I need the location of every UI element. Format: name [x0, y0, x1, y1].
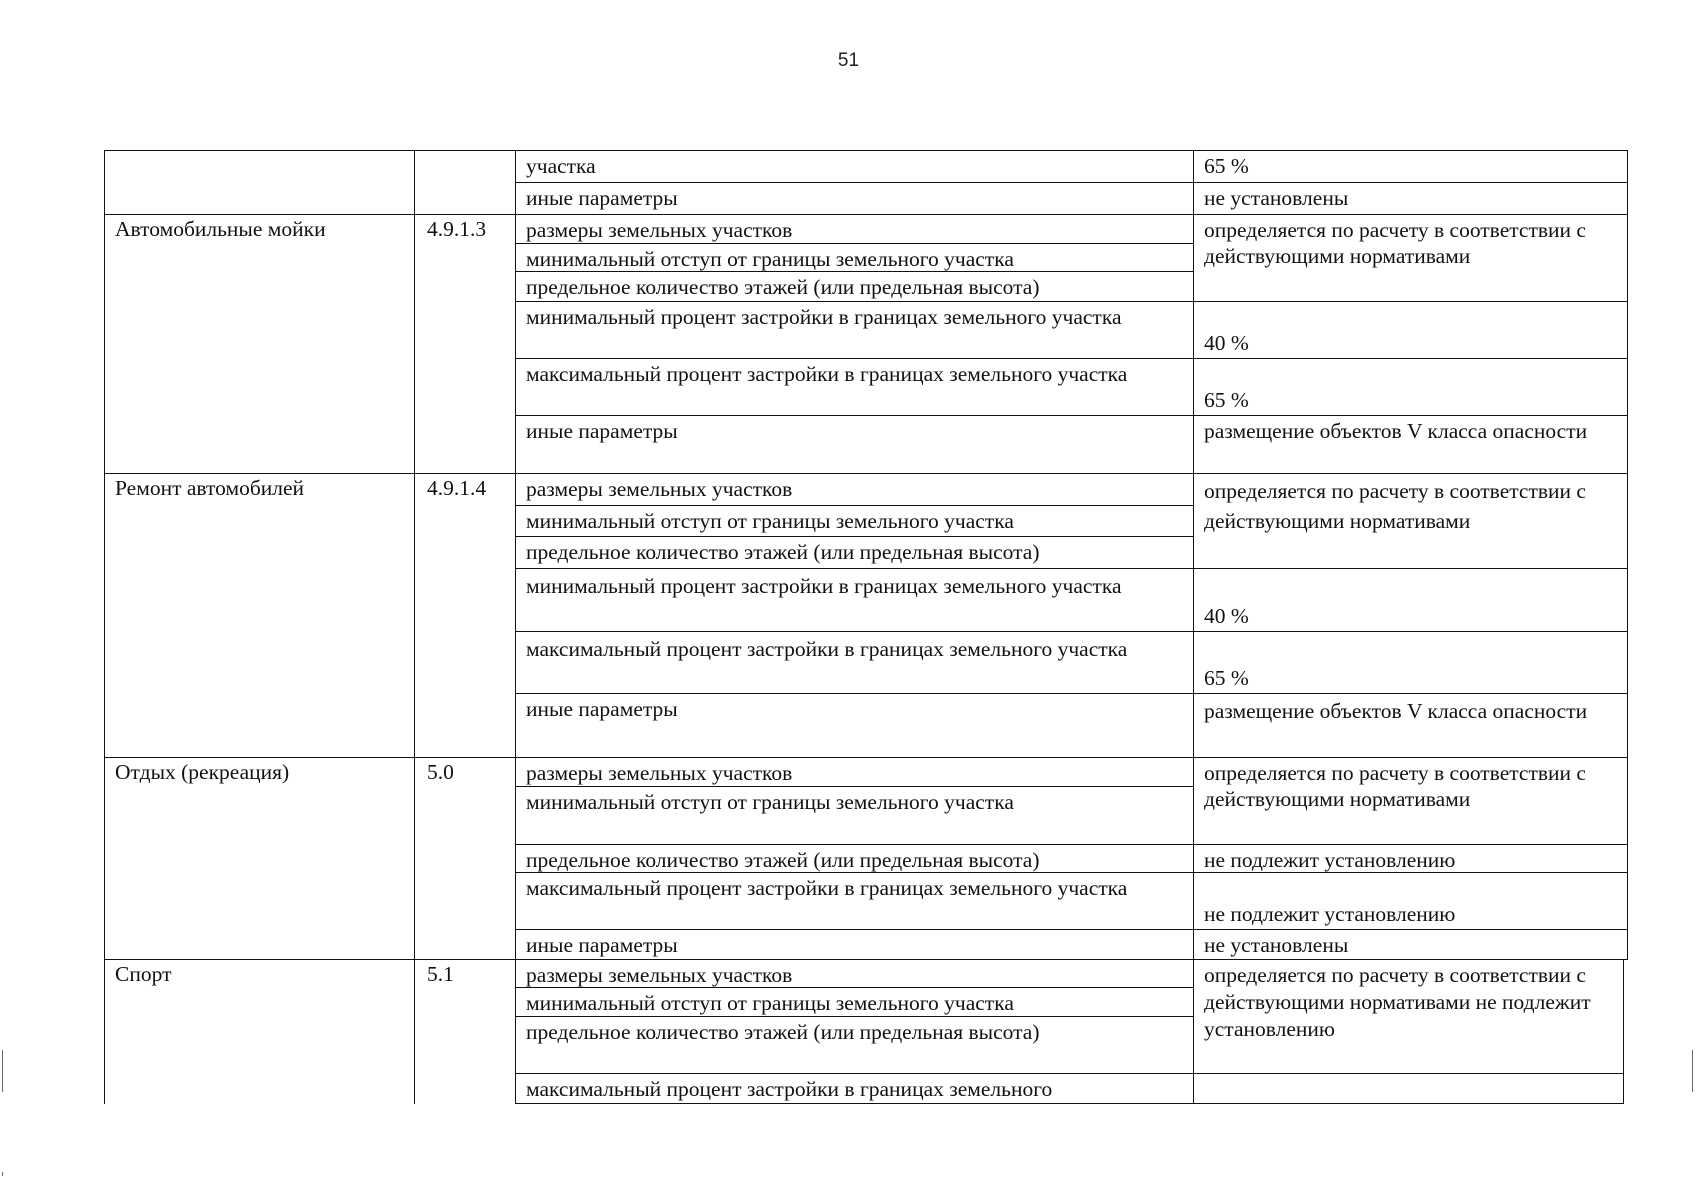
value-text: 65 % [1204, 388, 1249, 412]
parameter-cell: минимальный отступ от границы земельного участка [526, 790, 1014, 814]
merged-row [516, 960, 1623, 1074]
scan-mark [2, 1172, 3, 1176]
parameter-cell: размеры земельных участков [516, 758, 1193, 787]
parameter-cell: минимальный процент застройки в границах земельного участка [516, 302, 1194, 358]
table-group [104, 473, 1628, 757]
table-row [516, 151, 1627, 183]
use-type-code: 5.0 [415, 758, 516, 959]
merged-value-cell: определяется по расчету в соответствии с действующими нормативами [1204, 479, 1586, 533]
parameter-cell: иные параметры [516, 930, 1194, 959]
parameter-cell: минимальный процент застройки в границах земельного участка [516, 569, 1194, 631]
value-cell: 65 % [1204, 154, 1249, 178]
value-cell [1194, 873, 1627, 929]
merged-value-cell: определяется по расчету в соответствии с действующими нормативами [1204, 218, 1586, 268]
table-row [516, 694, 1627, 757]
merged-value-cell: определяется по расчету в соответствии с действующими нормативами [1204, 761, 1586, 811]
merged-row [516, 215, 1627, 302]
table-row [516, 359, 1627, 416]
use-type-code: 4.9.1.4 [415, 474, 516, 757]
value-text: не подлежит установлению [1204, 902, 1456, 926]
table-group [104, 757, 1628, 959]
value-cell: не подлежит установлению [1204, 848, 1456, 872]
value-cell [1194, 632, 1627, 693]
parameter-cell: иные параметры [516, 183, 1194, 214]
parameter-cell: иные параметры [516, 416, 1194, 473]
value-cell [1194, 302, 1627, 358]
value-cell [1194, 1074, 1623, 1103]
parameter-cell: участка [516, 151, 1194, 182]
parameter-cell: минимальный отступ от границы земельного участка [516, 244, 1193, 272]
table-group [104, 959, 1628, 1104]
table-row [516, 873, 1627, 930]
value-cell [1194, 569, 1627, 631]
use-type-code: 4.9.1.3 [415, 215, 516, 473]
parameter-cell: максимальный процент застройки в границах земельного участка [516, 873, 1194, 929]
parameter-cell: предельное количество этажей (или предельная высота) [526, 275, 1040, 299]
use-type-name: Автомобильные мойки [105, 215, 415, 473]
use-type-code: 5.1 [415, 960, 516, 1104]
value-cell: размещение объектов V класса опасности [1204, 419, 1588, 443]
merged-row [516, 758, 1627, 845]
merged-row [516, 474, 1627, 569]
page-number: 51 [837, 50, 860, 71]
parameter-cell: максимальный процент застройки в границах земельного [516, 1074, 1194, 1103]
table-row [516, 569, 1627, 632]
use-type-name: Ремонт автомобилей [105, 474, 415, 757]
parameter-cell: максимальный процент застройки в границах земельного участка [516, 359, 1194, 415]
table-group [104, 150, 1628, 214]
table-row [516, 1074, 1623, 1104]
parameter-cell: предельное количество этажей (или предельная высота) [526, 540, 1040, 564]
use-type-name: Спорт [105, 960, 415, 1104]
parameter-cell: предельное количество этажей (или предельная высота) [516, 845, 1194, 872]
table-group [104, 214, 1628, 473]
table-row [516, 632, 1627, 694]
value-text: 65 % [1204, 666, 1249, 690]
scan-mark [2, 1050, 3, 1092]
value-cell: не установлены [1204, 186, 1349, 210]
merged-value-cell: определяется по расчету в соответствии с действующими нормативами не подлежит установлению [1204, 963, 1591, 1041]
parameter-cell: размеры земельных участков [516, 474, 1193, 506]
use-type-name [105, 151, 415, 214]
value-cell: размещение объектов V класса опасности [1204, 699, 1588, 723]
land-use-parameters-table [104, 150, 1628, 1104]
parameter-cell: размеры земельных участков [516, 960, 1193, 988]
value-text: 40 % [1204, 331, 1249, 355]
table-row [516, 302, 1627, 359]
table-row [516, 930, 1627, 959]
parameter-cell: максимальный процент застройки в границах земельного участка [516, 632, 1194, 693]
parameter-cell: размеры земельных участков [516, 215, 1193, 244]
table-row [516, 416, 1627, 473]
use-type-name: Отдых (рекреация) [105, 758, 415, 959]
value-cell: не установлены [1204, 933, 1349, 957]
value-text: 40 % [1204, 604, 1249, 628]
parameter-cell: предельное количество этажей (или предельная высота) [526, 1020, 1040, 1044]
scan-mark [1692, 1050, 1693, 1092]
parameter-cell: иные параметры [516, 694, 1194, 757]
parameter-cell: минимальный отступ от границы земельного участка [516, 506, 1193, 537]
value-cell [1194, 359, 1627, 415]
table-row [516, 183, 1627, 214]
parameter-cell: минимальный отступ от границы земельного участка [516, 988, 1193, 1017]
table-row [516, 845, 1627, 873]
use-type-code [415, 151, 516, 214]
